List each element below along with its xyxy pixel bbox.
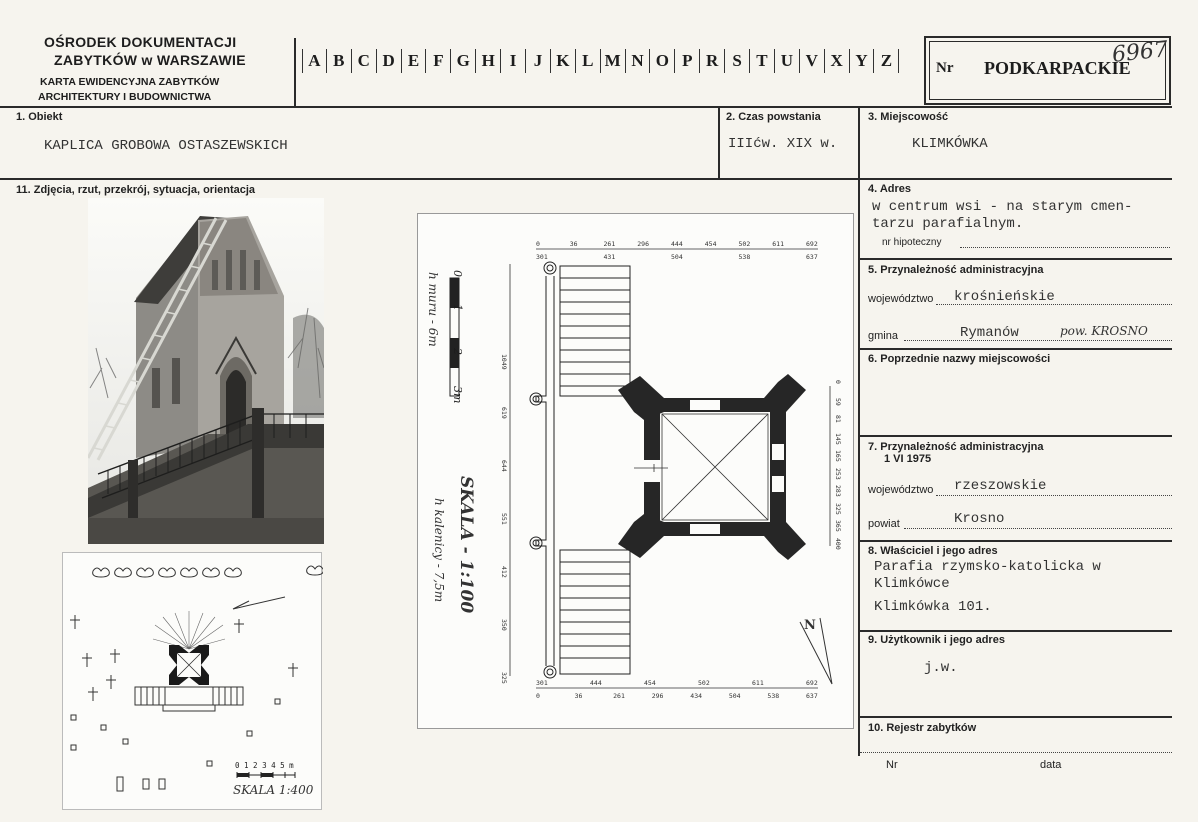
dimension-label: 253	[834, 467, 842, 480]
obiekt-value: KAPLICA GROBOWA OSTASZEWSKICH	[44, 138, 288, 154]
index-letter-i: I	[501, 49, 526, 73]
dimension-label: 644	[500, 460, 508, 472]
przynaleznosc1975-label: 7. Przynależność administracyjna	[868, 441, 1044, 453]
adres-line1: w centrum wsi - na starym cmen-	[872, 199, 1133, 215]
left-dimensions	[498, 354, 510, 684]
powiat1975-label: powiat	[868, 518, 900, 530]
institution-line1: OŚRODEK DOKUMENTACJI	[44, 34, 237, 50]
miejscowosc-label: 3. Miejscowość	[868, 111, 949, 123]
dimension-label: 400	[834, 538, 842, 550]
dimension-label: 296	[637, 240, 649, 248]
handwritten-number: 6967	[1110, 37, 1170, 68]
index-letter-m: M	[601, 49, 626, 73]
dimension-label: 692	[806, 679, 818, 687]
chapel-photo	[88, 198, 324, 544]
gmina-label: gmina	[868, 330, 898, 342]
dimension-label: 502	[698, 679, 710, 687]
dimension-label: 325	[500, 672, 508, 684]
dimension-label: 637	[806, 253, 818, 261]
dimension-label: 454	[644, 679, 656, 687]
scale-mark-1: 1	[451, 304, 464, 311]
dimension-label: 165	[834, 450, 842, 462]
index-letter-y: Y	[850, 49, 875, 73]
uzytkownik-label: 9. Użytkownik i jego adres	[868, 634, 1005, 646]
institution-line2: ZABYTKÓW w WARSZAWIE	[54, 52, 246, 68]
region-name: PODKARPACKIE	[984, 58, 1131, 78]
dimension-label: 538	[738, 253, 751, 261]
dimension-label: 551	[500, 513, 508, 525]
index-letter-f: F	[426, 49, 451, 73]
dimension-label: 296	[651, 692, 664, 700]
dimension-label: 611	[772, 240, 784, 248]
index-letter-g: G	[451, 49, 476, 73]
dimension-label: 0	[834, 380, 842, 384]
przynaleznosc-label: 5. Przynależność administracyjna	[868, 264, 1044, 276]
dimension-label: 261	[613, 692, 625, 700]
adres-line2: tarzu parafialnym.	[872, 216, 1024, 232]
zdjecia-label: 11. Zdjęcia, rzut, przekrój, sytuacja, orientacja	[16, 184, 256, 196]
dimension-label: 261	[603, 240, 616, 248]
dimension-label: 454	[704, 240, 717, 248]
wlasciciel-label: 8. Właściciel i jego adres	[868, 545, 998, 557]
przynaleznosc1975-date: 1 VI 1975	[884, 453, 932, 465]
card-type-line2: ARCHITEKTURY I BUDOWNICTWA	[38, 91, 212, 103]
index-letter-r: R	[700, 49, 725, 73]
index-letter-k: K	[551, 49, 576, 73]
index-letter-h: H	[476, 49, 501, 73]
rejestr-nr-label: Nr	[886, 759, 898, 771]
card-type-line1: KARTA EWIDENCYJNA ZABYTKÓW	[40, 76, 220, 88]
dimension-label: 36	[569, 240, 578, 248]
site-scale-text: SKALA 1:400	[233, 783, 314, 797]
adres-label: 4. Adres	[868, 183, 912, 195]
dimension-label: 619	[500, 407, 508, 419]
bottom-dimensions-row2	[536, 692, 826, 702]
dimension-label: 59	[834, 397, 842, 406]
dimension-label: 444	[671, 240, 683, 248]
index-letter-x: X	[825, 49, 850, 73]
rejestr-label: 10. Rejestr zabytków	[868, 722, 977, 734]
index-letter-j: J	[526, 49, 551, 73]
index-letter-a: A	[302, 49, 327, 73]
index-letters	[302, 49, 899, 73]
dimension-label: 502	[738, 240, 751, 248]
wall-height-note: h muru - 6m	[426, 272, 440, 347]
dimension-label: 1049	[500, 354, 508, 370]
index-letter-s: S	[725, 49, 750, 73]
wojewodztwo-label: województwo	[868, 293, 934, 305]
dimension-label: 538	[767, 692, 780, 700]
dimension-label: 431	[603, 253, 616, 261]
index-letter-n: N	[626, 49, 651, 73]
plan-scale-text: SKALA - 1:100	[456, 476, 476, 614]
scale-mark-3: 3m	[451, 386, 464, 404]
dimension-label: 504	[671, 253, 683, 261]
index-letter-l: L	[576, 49, 601, 73]
dimension-label: 365	[834, 520, 842, 533]
dimension-label: 36	[574, 692, 583, 700]
north-label: N	[804, 618, 816, 633]
rejestr-data-label: data	[1040, 759, 1062, 771]
hipoteczny-label: nr hipoteczny	[882, 237, 942, 248]
wojewodztwo1975-value: rzeszowskie	[954, 478, 1047, 494]
top-dimensions-row2	[536, 253, 826, 263]
scale-mark-2: 2	[451, 348, 464, 355]
dimension-label: 81	[834, 415, 842, 423]
dimension-label: 301	[536, 679, 548, 687]
dimension-label: 145	[834, 432, 842, 445]
index-letter-t: T	[750, 49, 775, 73]
bottom-dimensions-row1	[536, 679, 826, 689]
dimension-label: 504	[728, 692, 741, 700]
czas-value: IIIćw. XIX w.	[728, 136, 838, 152]
uzytkownik-value: j.w.	[924, 660, 958, 676]
index-letter-b: B	[327, 49, 352, 73]
dimension-label: 444	[590, 679, 602, 687]
index-letter-z: Z	[874, 49, 899, 73]
dimension-label: 325	[834, 502, 842, 515]
poprzednie-label: 6. Poprzednie nazwy miejscowości	[868, 353, 1051, 365]
floor-plan	[417, 213, 854, 729]
wlasciciel-line2: Klimkówce	[874, 576, 950, 592]
dimension-label: 412	[500, 566, 508, 578]
obiekt-label: 1. Obiekt	[16, 111, 63, 123]
wojewodztwo-value: krośnieńskie	[954, 289, 1055, 305]
dimension-label: 637	[806, 692, 818, 700]
index-letter-o: O	[650, 49, 675, 73]
ridge-height-note: h kalenicy - 7,5m	[432, 498, 446, 603]
site-scale-marks: 0 1 2 3 4 5 m	[235, 761, 294, 770]
dimension-label: 611	[752, 679, 764, 687]
gmina-value: Rymanów	[960, 325, 1019, 341]
dimension-label: 0	[536, 240, 540, 248]
nr-label: Nr	[936, 60, 954, 76]
index-letter-u: U	[775, 49, 800, 73]
czas-label: 2. Czas powstania	[726, 111, 821, 123]
dimension-label: 301	[536, 253, 548, 261]
top-dimensions-row1	[536, 240, 826, 250]
index-letter-c: C	[352, 49, 377, 73]
dimension-label: 434	[690, 692, 703, 700]
index-letter-p: P	[675, 49, 700, 73]
wlasciciel-line1: Parafia rzymsko-katolicka w	[874, 559, 1101, 575]
scale-mark-0: 0	[451, 270, 464, 277]
dimension-label: 350	[500, 619, 508, 631]
wojewodztwo1975-label: województwo	[868, 484, 934, 496]
dimension-label: 283	[834, 485, 842, 498]
right-dimensions	[832, 380, 844, 550]
powiat1975-value: Krosno	[954, 511, 1005, 527]
dimension-label: 0	[536, 692, 540, 700]
index-letter-v: V	[800, 49, 825, 73]
miejscowosc-value: KLIMKÓWKA	[912, 136, 988, 152]
powiat-note: pow. KROSNO	[1060, 324, 1148, 338]
site-plan	[62, 552, 322, 810]
wlasciciel-line3: Klimkówka 101.	[874, 599, 992, 615]
index-letter-d: D	[377, 49, 402, 73]
dimension-label: 692	[806, 240, 818, 248]
index-letter-e: E	[402, 49, 427, 73]
